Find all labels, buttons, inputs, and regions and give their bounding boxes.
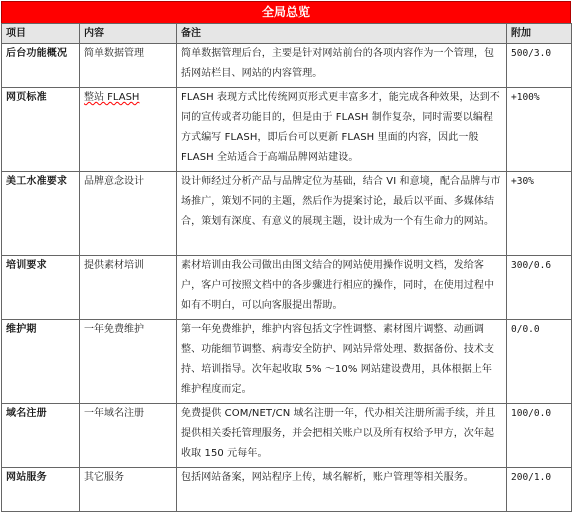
table-row: [2, 404, 572, 468]
row-note: 第一年免费维护，维护内容包括文字性调整、素材图片调整、动画调整、功能细节调整、病毒安全防护、网站异常处理、数据备份、技术支持、培训指导。次年起收取 5% ～10% 网站建设费用，具体根据上年维护程度而定。: [177, 320, 507, 404]
overview-table: [1, 23, 572, 512]
row-addon: +100%: [507, 88, 572, 172]
header-item: 项目: [2, 24, 80, 44]
table-body: [2, 44, 572, 512]
row-item: 美工水准要求: [2, 172, 80, 256]
row-item: 维护期: [2, 320, 80, 404]
header-content: 内容: [80, 24, 177, 44]
table-row: [2, 320, 572, 404]
title-bar: [1, 1, 571, 24]
row-note: 素材培训由我公司做出由图文结合的网站使用操作说明文档，发给客户，客户可按照文档中的各步骤进行相应的操作，同时，在使用过程中如有不明白，可以向客服提出帮助。: [177, 256, 507, 320]
row-item: 网站服务: [2, 468, 80, 512]
row-note: 包括网站备案，网站程序上传，域名解析，账户管理等相关服务。: [177, 468, 507, 512]
row-content: 其它服务: [80, 468, 177, 512]
table-row: [2, 172, 572, 256]
row-content: 整站 FLASH: [80, 88, 177, 172]
row-content: 简单数据管理: [80, 44, 177, 88]
row-content: 品牌意念设计: [80, 172, 177, 256]
table-header: [2, 24, 572, 44]
row-addon: 0/0.0: [507, 320, 572, 404]
row-item: 网页标准: [2, 88, 80, 172]
table-row: [2, 88, 572, 172]
table-row: [2, 468, 572, 512]
row-addon: 200/1.0: [507, 468, 572, 512]
row-content: 一年域名注册: [80, 404, 177, 468]
header-addon: 附加: [507, 24, 572, 44]
row-addon: 300/0.6: [507, 256, 572, 320]
row-addon: 500/3.0: [507, 44, 572, 88]
row-addon: +30%: [507, 172, 572, 256]
title-text: 全局总览: [261, 5, 310, 19]
table-row: [2, 256, 572, 320]
row-addon: 100/0.0: [507, 404, 572, 468]
row-note: 简单数据管理后台，主要是针对网站前台的各项内容作为一个管理，包括网站栏目、网站的内容管理。: [177, 44, 507, 88]
row-content: 一年免费维护: [80, 320, 177, 404]
row-note: FLASH 表现方式比传统网页形式更丰富多才，能完成各种效果，达到不同的宣传或者功能目的，但是由于 FLASH 制作复杂，同时需要以编程方式编写 FLASH，即后台可以更新 FLASH 里面的内容，因此一般 FLASH 全站适合于高端品牌网站建设。: [177, 88, 507, 172]
row-note: 免费提供 COM/NET/CN 域名注册一年，代办相关注册所需手续，并且提供相关委托管理服务，并会把相关账户以及所有权给予甲方，次年起收取 150 元每年。: [177, 404, 507, 468]
row-item: 后台功能概况: [2, 44, 80, 88]
row-item: 培训要求: [2, 256, 80, 320]
row-content: 提供素材培训: [80, 256, 177, 320]
table-row: [2, 44, 572, 88]
header-row: [2, 24, 572, 44]
row-note: 设计师经过分析产品与品牌定位为基础，结合 VI 和意境，配合品牌与市场推广，策划不同的主题，然后作为提案讨论，最后以平面、多媒体结合，策划有深度、有意义的展现主题，设计成为一个有生命力的网站。: [177, 172, 507, 256]
row-item: 域名注册: [2, 404, 80, 468]
header-note: 备注: [177, 24, 507, 44]
